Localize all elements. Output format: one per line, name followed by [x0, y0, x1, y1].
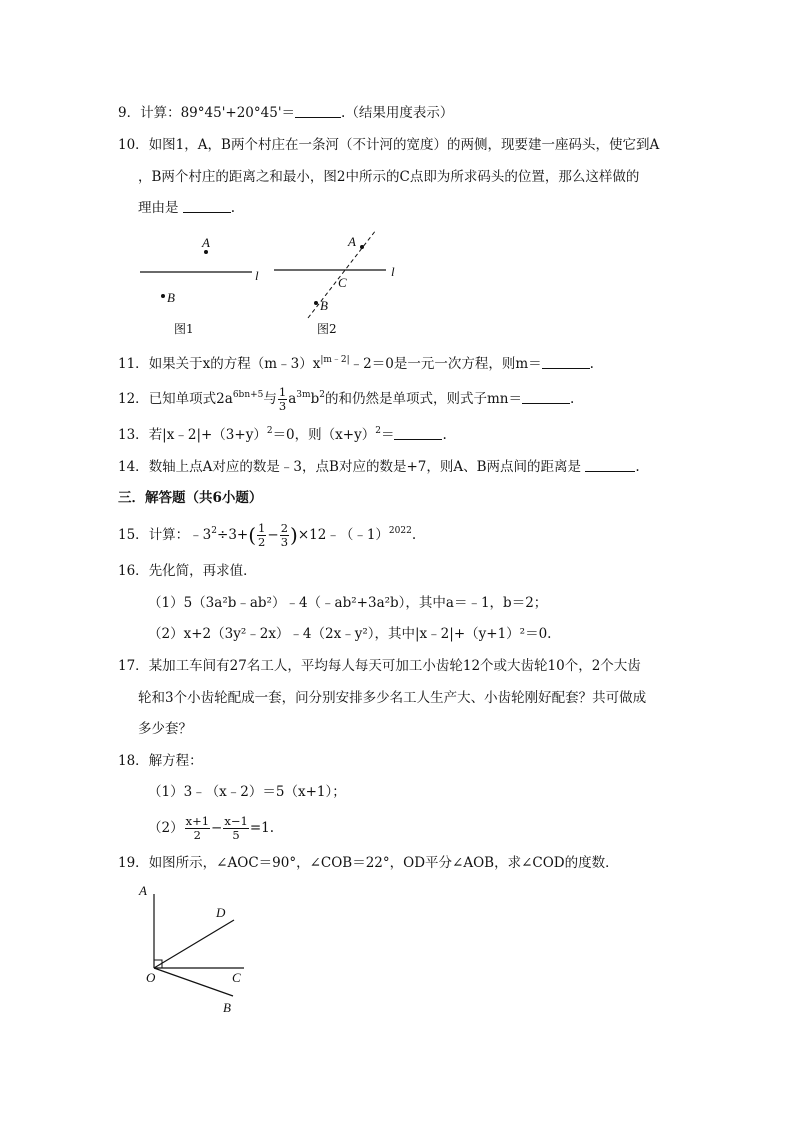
section-heading: 三．解答题（共6小题）: [118, 490, 263, 506]
point-a-label: A: [348, 234, 356, 249]
question-17-line1: 17．某加工车间有27名工人，平均每人每天可加工小齿轮12个或大齿轮10个，2个大齿: [118, 658, 641, 674]
point-d-label: D: [216, 905, 226, 920]
question-16: 16．先化简，再求值．: [118, 563, 257, 579]
question-12: 12．已知单项式$2a^{6bn+5}$与 $\frac{1}{3}$ $a^{3m}b^2$的和仍然是单项式，则式子mn＝ .: [118, 385, 575, 413]
point-b-label: B: [167, 290, 175, 305]
fraction: $\frac{1}{3}$: [278, 385, 287, 413]
question-13: 13．若$|x﹣2|+(3+y)^2=0$，则$(x+y)^2=$ .: [118, 426, 447, 443]
question-18-part2: （2） $\frac{x+1}{2}$ − $\frac{x-1}{5}$ =1.: [148, 814, 275, 842]
question-10-line3: 理由是 .: [138, 200, 236, 216]
question-9: 9．计算：89°45'+20°45'＝ .（结果用度表示）: [118, 105, 454, 121]
fraction: $\frac{1}{2}$: [258, 521, 266, 549]
answer-blank[interactable]: [585, 459, 635, 472]
question-14: 14．数轴上点A对应的数是﹣3，点B对应的数是+7，则A、B两点间的距离是 .: [118, 459, 640, 475]
fraction: $\frac{x+1}{2}$: [185, 814, 210, 842]
line-l-label: l: [391, 264, 395, 279]
answer-blank[interactable]: [295, 105, 341, 118]
figure-2: [268, 224, 408, 342]
question-10-line1: 10．如图1，A，B两个村庄在一条河（不计河的宽度）的两侧，现要建一座码头，使它到A: [118, 137, 660, 153]
answer-blank[interactable]: [542, 356, 590, 369]
question-16-part1: （1）5（3a²b﹣ab²）﹣4（﹣ab²+3a²b），其中a＝﹣1，b＝2；: [148, 595, 548, 611]
point-a-label: A: [202, 235, 210, 250]
answer-blank[interactable]: [394, 427, 442, 440]
figure-caption: 图2: [317, 322, 337, 336]
figure-1: [130, 232, 270, 342]
point-b-label: B: [223, 1000, 231, 1015]
question-16-part2: （2）x+2（3y²﹣2x）﹣4（2x﹣y²），其中|x﹣2|+（y+1）²＝0.: [148, 626, 552, 642]
line-l-label: l: [255, 268, 259, 283]
point-a-label: A: [139, 883, 147, 898]
question-15: 15．计算：$﹣3^2\div 3+$( $\frac{1}{2}$ − $\frac{2}{3}$ )×12﹣（﹣1）$^{2022}$.: [118, 521, 417, 549]
question-18-part1: （1）3﹣（x﹣2）＝5（x+1）；: [148, 784, 346, 800]
question-17-line3: 多少套？: [138, 721, 192, 737]
question-19: 19．如图所示，∠AOC＝90°，∠COB＝22°，OD平分∠AOB，求∠COD的度数．: [118, 855, 619, 871]
point-c-label: C: [338, 275, 347, 290]
point-c-label: C: [232, 970, 241, 985]
fraction: $\frac{x-1}{5}$: [224, 814, 248, 842]
question-10-line2: ，B两个村庄的距离之和最小，图2中所示的C点即为所求码头的位置，那么这样做的: [138, 169, 640, 185]
answer-blank[interactable]: [522, 391, 570, 404]
figure-caption: 图1: [174, 322, 194, 336]
answer-blank[interactable]: [183, 200, 231, 213]
angle-figure: [134, 878, 264, 1023]
point-b-label: B: [320, 298, 328, 313]
question-17-line2: 轮和3个小齿轮配成一套，问分别安排多少名工人生产大、小齿轮刚好配套？共可做成: [138, 690, 647, 706]
question-11: 11．如果关于x的方程$(m﹣3)x^{|m﹣2|}﹣2=0$是一元一次方程，则m＝ .: [118, 355, 594, 372]
question-18: 18．解方程：: [118, 753, 203, 769]
fraction: $\frac{2}{3}$: [280, 521, 289, 549]
point-o-label: O: [146, 970, 156, 985]
